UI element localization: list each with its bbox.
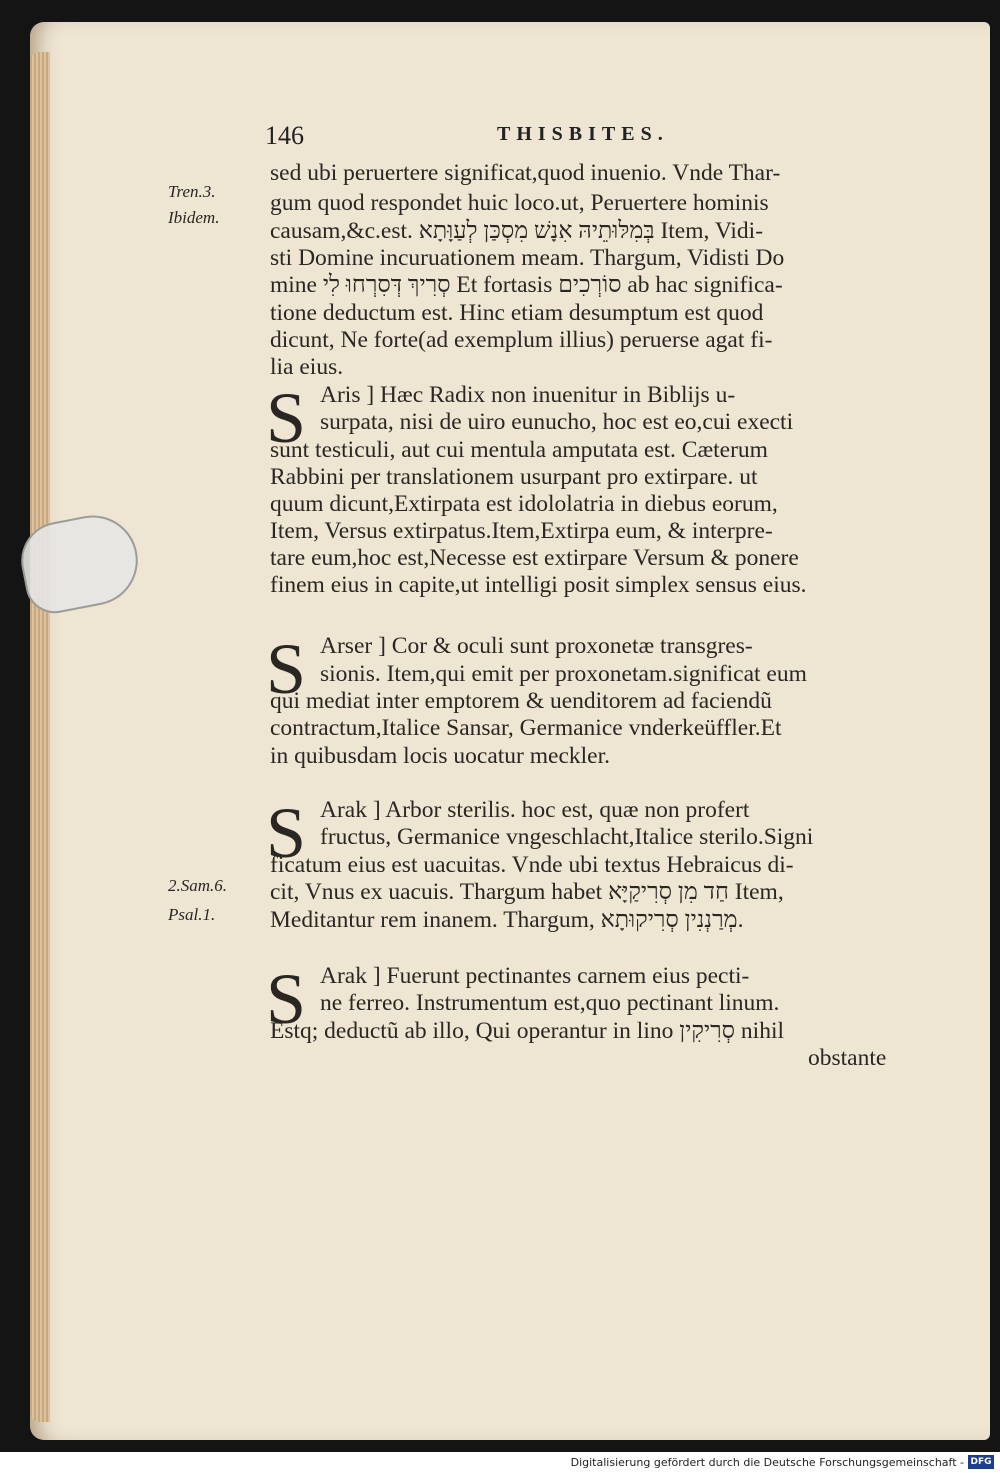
text-line: causam,&c.est. בְּמִלּוּתֵיהּ אִנָשׁ מִסְכַּן לְעַוָּתָא Item, Vidi- bbox=[270, 218, 764, 244]
page-number: 146 bbox=[265, 121, 304, 150]
margin-note: Tren.3. bbox=[168, 182, 216, 201]
margin-note: Ibidem. bbox=[168, 208, 220, 227]
text-line: qui mediat inter emptorem & uenditorem ad faciendũ bbox=[270, 688, 772, 714]
text-line: finem eius in capite,ut intelligi posit simplex sensus eius. bbox=[270, 572, 807, 598]
entry-heading-line: Arser ] Cor & oculi sunt proxonetæ transgres- bbox=[320, 633, 753, 659]
text-line: dicunt, Ne forte(ad exemplum illius) peruerse agat fi- bbox=[270, 327, 773, 353]
text-line: tare eum,hoc est,Necesse est extirpare Versum & ponere bbox=[270, 545, 799, 571]
running-title: THISBITES. bbox=[497, 123, 669, 145]
text-line: surpata, nisi de uiro eunucho, hoc est eo,cui execti bbox=[320, 409, 794, 435]
text-line: sti Domine incuruationem meam. Thargum, Vidisti Do bbox=[270, 245, 785, 271]
text-line: sed ubi peruertere significat,quod inuenio. Vnde Thar- bbox=[270, 160, 781, 186]
text-line: Estq; deductũ ab illo, Qui operantur in lino סְרִיקִין nihil bbox=[270, 1018, 785, 1044]
text-line: ne ferreo. Instrumentum est,quo pectinant linum. bbox=[320, 990, 780, 1016]
text-line: sunt testiculi, aut cui mentula amputata est. Cæterum bbox=[270, 437, 768, 463]
text-line: Meditantur rem inanem. Thargum, מְרַנְנִין סְרִיקוּתָא. bbox=[270, 907, 744, 933]
text-line: Item, Versus extirpatus.Item,Extirpa eum, & interpre- bbox=[270, 518, 773, 544]
digitization-credit: Digitalisierung gefördert durch die Deutsche Forschungsgemeinschaft - bbox=[570, 1456, 964, 1469]
text-line: mine סְרִיךְ דְּסִרְחוּ לִי Et fortasis סוֹרְכִים ab hac significa- bbox=[270, 272, 783, 298]
margin-note: 2.Sam.6. bbox=[168, 876, 228, 895]
text-line: contractum,Italice Sansar, Germanice vnderkeüffler.Et bbox=[270, 715, 782, 741]
page-header bbox=[265, 121, 925, 155]
entry-heading-line: Arak ] Fuerunt pectinantes carnem eius pecti- bbox=[320, 963, 750, 989]
catchword: obstante bbox=[808, 1045, 887, 1071]
dfg-logo: DFG bbox=[968, 1455, 994, 1469]
text-line: tione deductum est. Hinc etiam desumptum est quod bbox=[270, 300, 764, 326]
drop-cap: S bbox=[266, 378, 307, 458]
text-line: in quibusdam locis uocatur meckler. bbox=[270, 743, 611, 769]
entry-heading-line: Arak ] Arbor sterilis. hoc est, quæ non profert bbox=[320, 797, 750, 823]
text-line: quum dicunt,Extirpata est idololatria in diebus eorum, bbox=[270, 491, 778, 517]
text-line: fructus, Germanice vngeschlacht,Italice sterilo.Signi bbox=[320, 824, 814, 850]
text-line: sionis. Item,qui emit per proxonetam.significat eum bbox=[320, 661, 807, 687]
text-line: gum quod respondet huic loco.ut, Peruertere hominis bbox=[270, 190, 769, 216]
text-line: ficatum eius est uacuitas. Vnde ubi textus Hebraicus di- bbox=[270, 852, 794, 878]
text-line: Rabbini per translationem usurpant pro extirpare. ut bbox=[270, 464, 758, 490]
text-line: lia eius. bbox=[270, 354, 344, 380]
drop-cap: S bbox=[266, 959, 307, 1039]
margin-note: Psal.1. bbox=[168, 905, 216, 924]
entry-heading-line: Aris ] Hæc Radix non inuenitur in Biblijs u- bbox=[320, 382, 736, 408]
text-line: cit, Vnus ex uacuis. Thargum habet חַד מִן סְרִיקַיָּא Item, bbox=[270, 879, 784, 905]
drop-cap: S bbox=[266, 793, 307, 873]
page-edges bbox=[30, 52, 50, 1422]
drop-cap: S bbox=[266, 629, 307, 709]
